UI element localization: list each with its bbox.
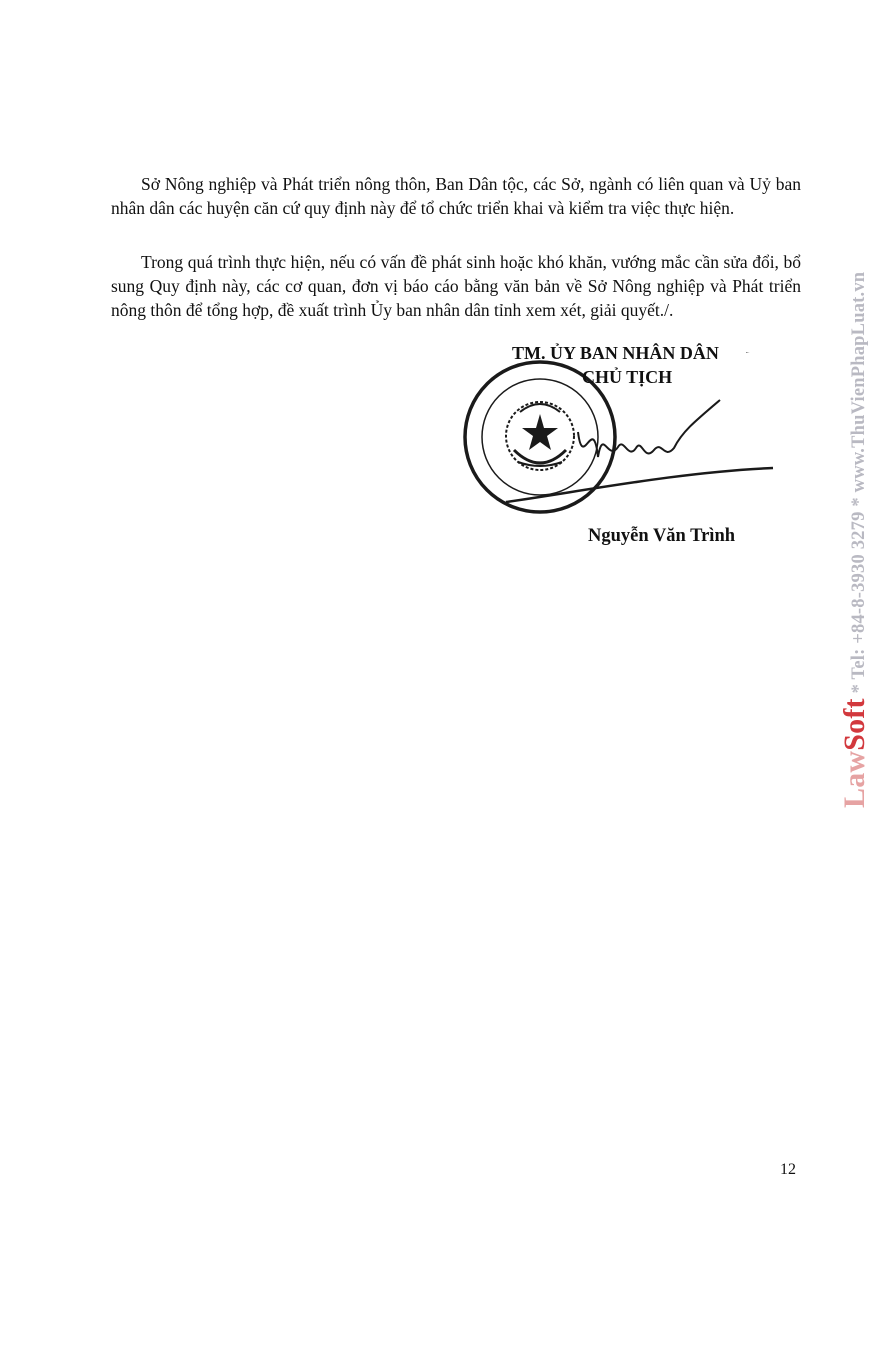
signer-name: Nguyễn Văn Trình — [588, 526, 736, 546]
signature-position: CHỦ TỊCH — [582, 367, 673, 387]
watermark-contact: * Tel: +84-8-3930 3279 * www.ThuVienPhapLuat.vn — [849, 271, 869, 699]
star-icon — [522, 414, 558, 450]
signature-title: TM. ỦY BAN NHÂN DÂN — [512, 343, 719, 363]
watermark-brand: LawSoft — [838, 698, 871, 808]
page-number: 12 — [780, 1161, 796, 1178]
paragraph-issues-reporting: Trong quá trình thực hiện, nếu có vấn đề phát sinh hoặc khó khăn, vướng mắc cần sửa đổi, bổ sung Quy định này, các cơ quan, đơn vị báo cáo bằng văn bản về Sở Nông nghiệp và Phát triển nông thôn để tổng hợp, đề xuất trình Ủy ban nhân dân tỉnh xem xét, giải quyết./. — [111, 252, 801, 320]
paragraph-implementation: Sở Nông nghiệp và Phát triển nông thôn, Ban Dân tộc, các Sở, ngành có liên quan và Uỷ ban nhân dân các huyện căn cứ quy định này để tổ chức triển khai và kiểm tra việc thực hiện. — [111, 174, 801, 218]
lawsoft-watermark — [838, 272, 872, 808]
